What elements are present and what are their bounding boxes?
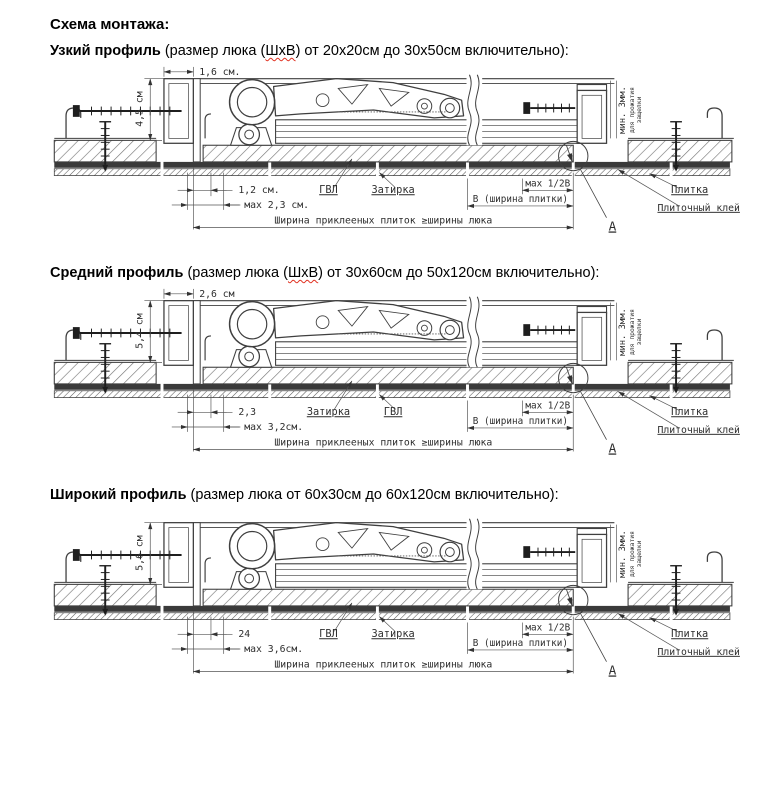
material-label-a: Затирка [306,406,351,419]
min-gap-label-3: защелки [635,540,643,568]
half-tile-dim-label: мах 1/2В [525,622,571,634]
top-dim-label: 1,6 см. [199,66,241,78]
small-dim-2-label: мах 3,2см. [244,421,304,433]
profile-heading-narrow: Узкий профиль (размер люка (ШхВ) от 20х20см до 30х50см включительно): [50,43,569,59]
left-dimension [144,523,164,585]
material-label-a: ГВЛ [319,628,338,641]
profile-name: Средний профиль [50,265,184,281]
diagram-slot-medium [44,285,760,473]
small-dim-2-label: мах 3,6см. [244,643,304,655]
diagram-slot-wide [44,507,760,695]
top-dimension [164,67,193,77]
hanger-hook-icon [205,558,211,582]
tile-adhesive-strip [54,383,730,399]
break-line [467,297,483,368]
right-ceiling [628,330,734,394]
screw-icon [523,546,575,558]
min-gap-label-1: мин. 3мм. [618,86,629,134]
door-slab [203,145,573,162]
profile-heading-medium: Средний профиль (размер люка (ШхВ) от 30х60см до 50х120см включительно): [50,265,600,281]
min-gap-label-2: для прожатия [628,309,636,355]
left-dim-label: 5,6 см [134,535,146,571]
long-dim-label: Ширина приклееных плиток ≥ширины люка [274,659,493,671]
min-gap-label-1: мин. 3мм. [618,308,629,356]
material-label-b: Затирка [371,184,415,197]
size-abbreviation: ШхВ [287,265,319,281]
size-abbreviation: ШхВ [265,43,296,59]
diagram-wide-profile [44,507,750,695]
detail-letter-label: А [608,218,617,234]
small-dim-1-label: 24 [238,629,251,641]
right-ceiling [628,108,734,172]
detail-letter-label: А [608,662,617,678]
section-wide [50,487,760,695]
hinge-hub [230,80,275,125]
long-dim-label: Ширина приклееных плиток ≥ширины люка [274,437,493,449]
hinge-hub [230,302,275,347]
diagram-medium-profile [44,285,750,473]
min-gap-label-1: мин. 3мм. [618,530,629,578]
screw-icon [523,102,575,114]
half-tile-dim-label: мах 1/2В [525,178,571,190]
hanger-hook-icon [205,114,211,138]
small-dim-1-label: 2,3 [238,407,257,419]
hinge-hub [230,524,275,569]
material-label-b: Затирка [371,628,415,641]
small-dim-2-label: мах 2,3 см. [244,199,310,211]
break-line [467,519,483,590]
hanger-hook-icon [205,336,211,360]
small-dim-1-label: 1,2 см. [238,185,280,197]
diagram-slot-narrow [44,63,760,251]
min-gap-label-3: защелки [635,318,643,346]
min-gap-label-2: для прожатия [628,87,636,133]
tile-label: Плитка [671,406,709,419]
material-label-b: ГВЛ [383,406,403,419]
min-gap-label-2: для прожатия [628,531,636,577]
tile-adhesive-strip [54,161,730,177]
right-ceiling [628,552,734,616]
page-title: Схема монтажа: [50,16,170,33]
section-medium [50,265,760,473]
tile-label: Плитка [671,184,709,197]
tile-glue-label: Плиточный клей [657,424,740,436]
tile-glue-label: Плиточный клей [657,646,740,658]
section-narrow [50,43,760,251]
latch-gap-dimension [610,81,616,139]
door-slab [203,589,573,606]
hanger-hook-icon [707,108,722,138]
detail-letter-label: А [608,440,617,456]
top-dimension [164,289,193,299]
diagram-narrow-profile [44,63,750,251]
door-slab [203,367,573,384]
hanger-hook-icon [707,330,722,360]
tile-label: Плитка [671,628,709,641]
tile-width-dim-label: В (ширина плитки) [472,416,568,428]
profile-name: Широкий профиль [50,487,187,503]
profile-heading-wide: Широкий профиль (размер люка от 60х30см до 60х120см включительно): [50,487,559,503]
left-dim-label: 5,4 см [134,313,146,349]
left-dim-label: 4,5 см [134,91,146,127]
material-label-a: ГВЛ [319,184,338,197]
half-tile-dim-label: мах 1/2В [525,400,571,412]
left-dimension [144,79,164,141]
tile-width-dim-label: В (ширина плитки) [472,638,568,650]
break-line [467,75,483,146]
profile-name: Узкий профиль [50,43,161,59]
screw-icon [523,324,575,336]
top-dim-label: 2,6 см [199,288,235,300]
tile-glue-label: Плиточный клей [657,202,740,214]
hanger-hook-icon [707,552,722,582]
min-gap-label-3: защелки [635,96,643,124]
long-dim-label: Ширина приклееных плиток ≥ширины люка [274,215,493,227]
latch-gap-dimension [610,525,616,583]
left-dimension [144,301,164,363]
tile-width-dim-label: В (ширина плитки) [472,194,568,206]
latch-gap-dimension [610,303,616,361]
tile-adhesive-strip [54,605,730,621]
